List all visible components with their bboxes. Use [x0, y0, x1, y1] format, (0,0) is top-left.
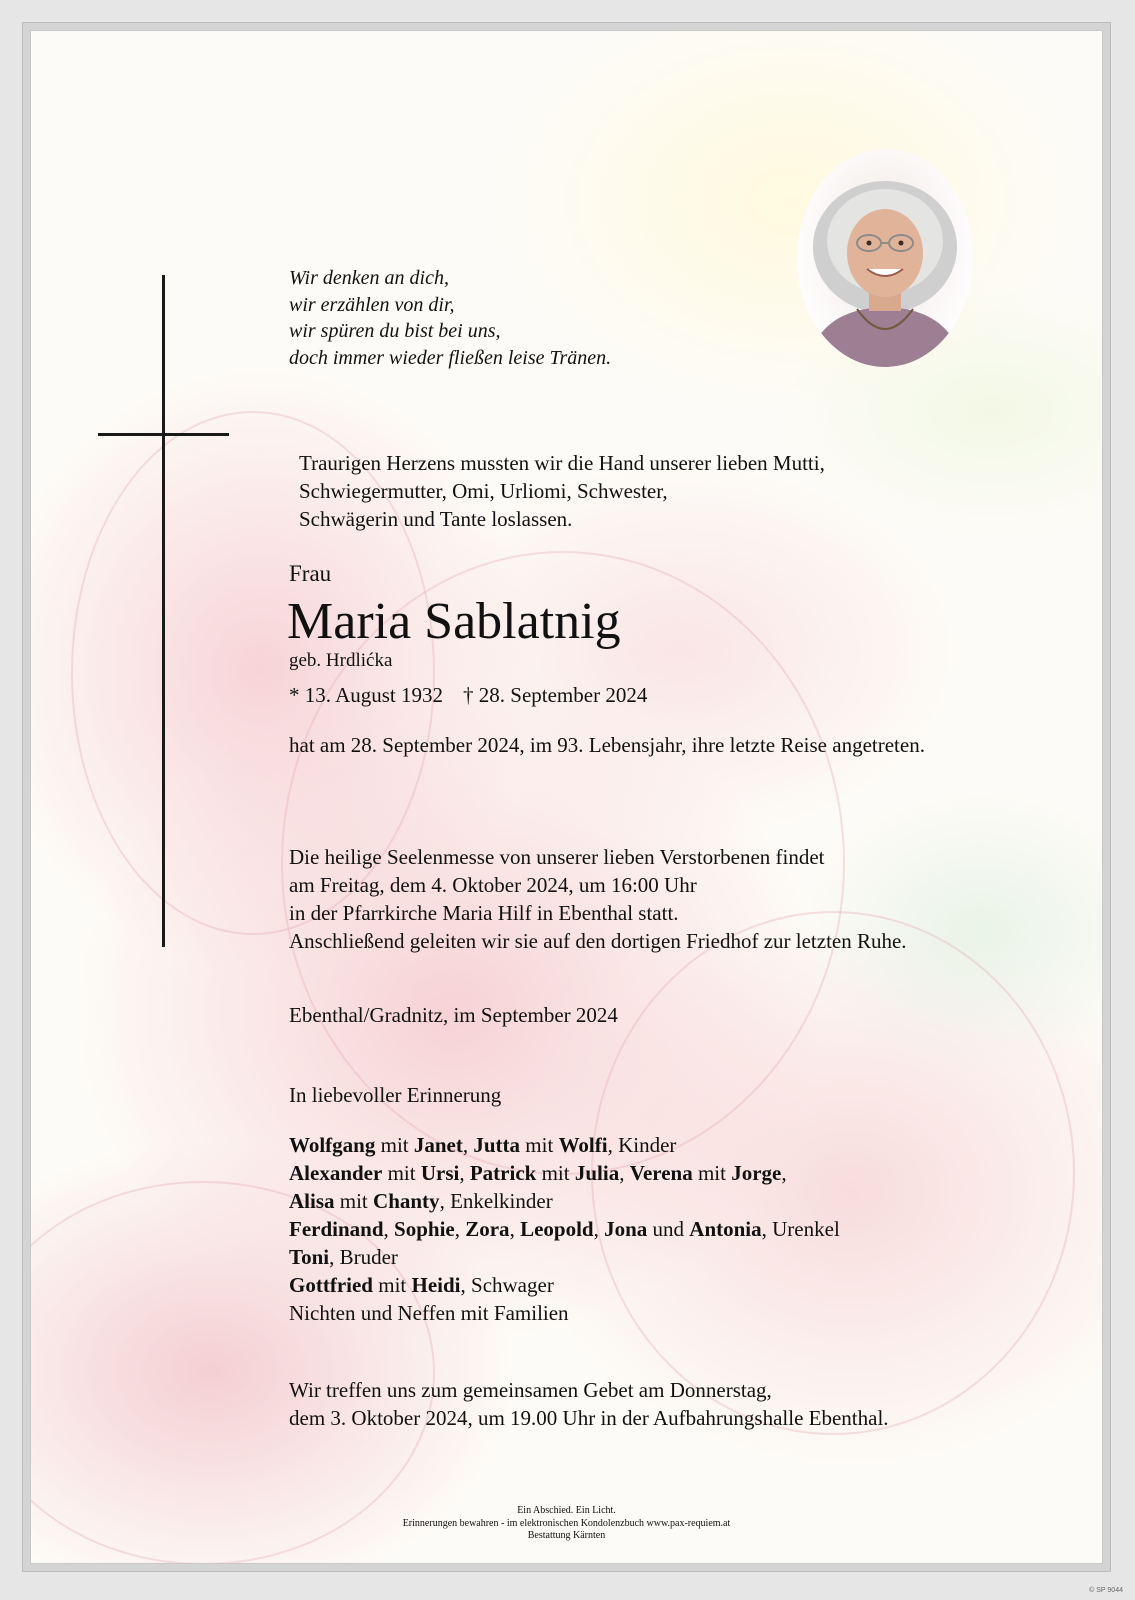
- mourner-name: Janet: [413, 1133, 463, 1157]
- footer-line: Bestattung Kärnten: [527, 1530, 606, 1541]
- mourner-name: Ursi: [420, 1161, 460, 1185]
- birth-date: * 13. August 1932: [289, 683, 444, 707]
- mourner-name: Wolfgang: [289, 1133, 376, 1157]
- mourner-name: Gottfried: [289, 1273, 373, 1297]
- place-and-date: Ebenthal/Gradnitz, im September 2024: [289, 1003, 618, 1027]
- mourner-name: Leopold: [520, 1217, 594, 1241]
- deceased-name: Maria Sablatnig: [287, 593, 621, 650]
- relation-text: , Urenkel: [761, 1217, 840, 1241]
- cross-vertical-bar: [162, 275, 165, 947]
- connector-text: mit: [375, 1133, 414, 1157]
- mass-line: Anschließend geleiten wir sie auf den dortigen Friedhof zur letzten Ruhe.: [289, 929, 907, 953]
- mourner-name: Verena: [629, 1161, 693, 1185]
- mourner-name: Alexander: [289, 1161, 383, 1185]
- mourner-name: Alisa: [289, 1189, 335, 1213]
- mourners-row-great-grandchildren: [289, 1215, 840, 1243]
- mourner-name: Wolfi: [558, 1133, 608, 1157]
- mourner-name: Zora: [465, 1217, 510, 1241]
- mourner-name: Toni: [289, 1245, 330, 1269]
- mourner-name: Heidi: [411, 1273, 461, 1297]
- mourner-name: Ferdinand: [289, 1217, 384, 1241]
- relation-text: , Schwager: [460, 1273, 554, 1297]
- portrait-illustration: [797, 149, 973, 367]
- mourner-name: Julia: [574, 1161, 620, 1185]
- death-statement: hat am 28. September 2024, im 93. Lebensjahr, ihre letzte Reise angetreten.: [289, 733, 925, 757]
- mourners-row-grandchildren-2: [289, 1187, 840, 1215]
- connector-text: mit: [382, 1161, 421, 1185]
- cross-horizontal-bar: [98, 433, 229, 436]
- mourner-name: Jorge: [731, 1161, 782, 1185]
- prayer-line: dem 3. Oktober 2024, um 19.00 Uhr in der Aufbahrungshalle Ebenthal.: [289, 1406, 889, 1430]
- maiden-name: geb. Hrdlićka: [289, 650, 393, 671]
- portrait-photo: [797, 149, 973, 367]
- intro-line: Schwiegermutter, Omi, Urliomi, Schwester,: [299, 479, 668, 503]
- mass-line: Die heilige Seelenmesse von unserer lieben Verstorbenen findet: [289, 845, 825, 869]
- mourners-row-grandchildren-1: [289, 1159, 840, 1187]
- mourner-name: Jutta: [473, 1133, 521, 1157]
- print-code: © SP 9044: [1089, 1587, 1123, 1594]
- connector-text: ,: [509, 1217, 521, 1241]
- poem-line: doch immer wieder fließen leise Tränen.: [289, 346, 612, 369]
- connector-text: ,: [781, 1161, 787, 1185]
- connector-text: ,: [454, 1217, 466, 1241]
- mourners-row-children: [289, 1131, 840, 1159]
- mass-line: am Freitag, dem 4. Oktober 2024, um 16:00 Uhr: [289, 873, 697, 897]
- mourner-name: Patrick: [469, 1161, 537, 1185]
- mass-line: in der Pfarrkirche Maria Hilf in Ebenthal statt.: [289, 901, 679, 925]
- prayer-line: Wir treffen uns zum gemeinsamen Gebet am Donnerstag,: [289, 1378, 772, 1402]
- intro-line: Schwägerin und Tante loslassen.: [299, 507, 573, 531]
- obituary-sheet: [30, 30, 1103, 1564]
- connector-text: mit: [334, 1189, 374, 1213]
- mourner-name: Jona: [604, 1217, 648, 1241]
- poem-line: wir spüren du bist bei uns,: [289, 320, 501, 342]
- mourners-row-brother: [289, 1243, 840, 1271]
- mourners-row-brother-in-law: [289, 1271, 840, 1299]
- mourner-name: Antonia: [689, 1217, 762, 1241]
- life-dates: [289, 683, 647, 708]
- prayer-meeting-info: [289, 1376, 889, 1432]
- intro-line: Traurigen Herzens mussten wir die Hand unserer lieben Mutti,: [299, 451, 825, 475]
- mourners-row-nieces-nephews: Nichten und Neffen mit Familien: [289, 1301, 569, 1325]
- funeral-mass-info: [289, 843, 907, 955]
- connector-text: und: [647, 1217, 690, 1241]
- death-date: † 28. September 2024: [463, 683, 648, 707]
- connector-text: ,: [619, 1161, 630, 1185]
- relation-text: , Enkelkinder: [439, 1189, 553, 1213]
- footer-note: [31, 1505, 1102, 1543]
- connector-text: ,: [383, 1217, 395, 1241]
- mourners-list: [289, 1131, 840, 1327]
- mourner-name: Sophie: [394, 1217, 455, 1241]
- relation-text: , Kinder: [607, 1133, 677, 1157]
- poem-line: Wir denken an dich,: [289, 267, 449, 289]
- memory-heading: In liebevoller Erinnerung: [289, 1083, 502, 1107]
- connector-text: ,: [459, 1161, 470, 1185]
- salutation: Frau: [289, 561, 332, 586]
- footer-line: Erinnerungen bewahren - im elektronischen Kondolenzbuch www.pax-requiem.at: [402, 1517, 731, 1529]
- memorial-poem: [289, 265, 789, 371]
- connector-text: ,: [462, 1133, 474, 1157]
- footer-line: Ein Abschied. Ein Licht.: [517, 1505, 616, 1516]
- relation-text: , Bruder: [329, 1245, 398, 1269]
- mourner-name: Chanty: [373, 1189, 440, 1213]
- connector-text: mit: [520, 1133, 559, 1157]
- connector-text: mit: [372, 1273, 412, 1297]
- announcement-intro: [299, 449, 999, 533]
- poem-line: wir erzählen von dir,: [289, 293, 455, 316]
- connector-text: mit: [536, 1161, 575, 1185]
- connector-text: ,: [593, 1217, 605, 1241]
- connector-text: mit: [692, 1161, 732, 1185]
